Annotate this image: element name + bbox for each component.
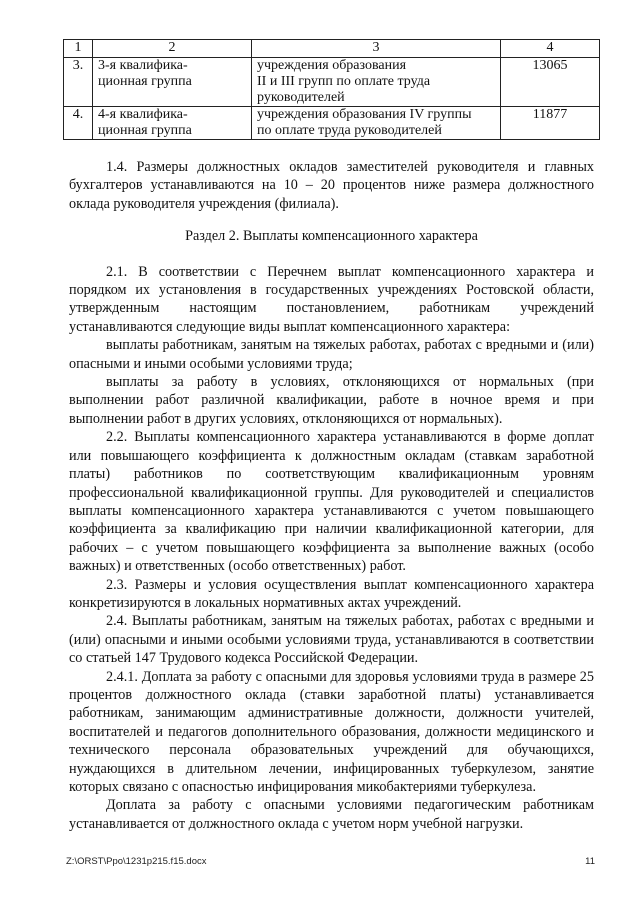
row-number: 3. <box>64 58 93 107</box>
salary-table <box>63 39 600 140</box>
salary-cell: 13065 <box>501 58 600 107</box>
page-number: 11 <box>585 856 595 867</box>
table-row <box>64 58 600 107</box>
qualification-group-cell <box>93 107 252 140</box>
description-cell <box>252 58 501 107</box>
salary-cell: 11877 <box>501 107 600 140</box>
paragraph-1-4: 1.4. Размеры должностных окладов заместителей руководителя и главных бухгалтеров устанавливаются на 10 – 20 процентов ниже размера должностного оклада руководителя учреждения (филиала). <box>69 159 594 212</box>
cell-line: руководителей <box>257 90 345 105</box>
cell-line: учреждения образования <box>257 58 407 73</box>
header-cell-2: 2 <box>93 40 252 58</box>
document-body <box>69 158 594 833</box>
paragraph-2-4-1: 2.4.1. Доплата за работу с опасными для здоровья условиями труда в размере 25 процентов должностного оклада (ставки заработной платы) устанавливается работникам, занимающим административные должности, должности учителей, воспитателей и педагогов дополнительного образования, должности медицинского и технического персонала образовательных учреждений для обучающихся, нуждающихся в длительном лечении, инфицированных туберкулезом, занятие которых связано с опасностью инфицирования микобактериями туберкулеза. <box>69 668 594 795</box>
file-path: Z:\ORST\Ppo\1231p215.f15.docx <box>66 856 207 867</box>
row-number: 4. <box>64 107 93 140</box>
header-cell-3: 3 <box>252 40 501 58</box>
paragraph-2-1: 2.1. В соответствии с Перечнем выплат компенсационного характера и порядком их установления в государственных учреждениях Ростовской области, утвержденным настоящим постановлением, работникам учреждений устанавливаются следующие виды выплат компенсационного характера: <box>69 263 594 335</box>
paragraph-2-3: 2.3. Размеры и условия осуществления выплат компенсационного характера конкретизируются в локальных нормативных актах учреждений. <box>69 576 594 611</box>
cell-line: ционная группа <box>98 123 192 138</box>
paragraph-2-1-item-a: выплаты работникам, занятым на тяжелых работах, работах с вредными и (или) опасными и иными особыми условиями труда; <box>69 337 594 372</box>
cell-line: учреждения образования IV группы <box>257 107 472 122</box>
table-row <box>64 107 600 140</box>
paragraph-2-1-item-b: выплаты за работу в условиях, отклоняющихся от нормальных (при выполнении работ различной квалификации, работе в ночное время и при выполнении работ в других условиях, отклоняющихся от нормальных). <box>69 374 594 427</box>
cell-line: 4-я квалифика- <box>98 107 188 122</box>
table-header-row <box>64 40 600 58</box>
cell-line: по оплате труда руководителей <box>257 123 442 138</box>
paragraph-2-4: 2.4. Выплаты работникам, занятым на тяжелых работах, работах с вредными и (или) опасными и иными особыми условиями труда, устанавливаются в соответствии со статьей 147 Трудового кодекса Российской Федерации. <box>69 613 594 667</box>
section-title: Раздел 2. Выплаты компенсационного характера <box>185 228 478 245</box>
header-cell-4: 4 <box>501 40 600 58</box>
cell-line: ционная группа <box>98 74 192 89</box>
description-cell <box>252 107 501 140</box>
header-cell-1: 1 <box>64 40 93 58</box>
cell-line: II и III групп по оплате труда <box>257 74 431 89</box>
cell-line: 3-я квалифика- <box>98 58 188 73</box>
paragraph-2-4-1-b: Доплата за работу с опасными условиями педагогическим работникам устанавливается от должностного оклада с учетом норм учебной нагрузки. <box>69 797 594 832</box>
paragraph-2-2: 2.2. Выплаты компенсационного характера устанавливаются в форме доплат или повышающего коэффициента к должностным окладам (ставкам заработной платы) работников по соответствующим квалификационным уровням профессиональной квалификационной группы. Для руководителей и специалистов выплаты компенсационного характера устанавливаются с учетом повышающего коэффициента за квалификацию при наличии квалификационной категории, для рабочих – с учетом повышающего коэффициента за выполнение важных (особо важных) и ответственных (особо ответственных) работ. <box>69 429 594 575</box>
qualification-group-cell <box>93 58 252 107</box>
